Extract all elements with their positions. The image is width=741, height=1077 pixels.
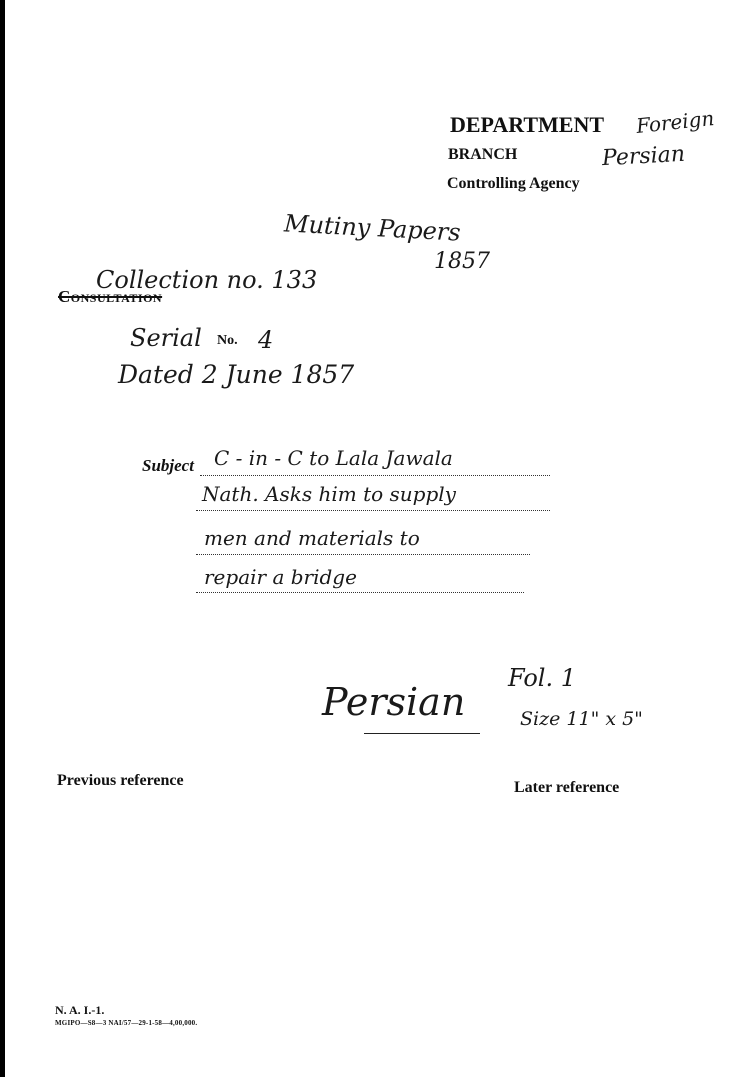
collection-number: Collection no. 133 xyxy=(96,266,318,294)
subject-rule-3 xyxy=(196,554,530,555)
language-underline xyxy=(364,733,480,734)
collection-year: 1857 xyxy=(434,249,490,274)
subject-rule-4 xyxy=(196,592,524,593)
previous-reference-label: Previous reference xyxy=(57,772,184,789)
scan-left-edge xyxy=(0,0,5,1077)
subject-line-4: repair a bridge xyxy=(204,565,357,589)
size-note: Size 11" x 5" xyxy=(520,708,643,730)
branch-label: BRANCH xyxy=(448,146,518,163)
subject-line-1: C - in - C to Lala Jawala xyxy=(214,446,453,470)
collection-title: Mutiny Papers xyxy=(283,209,462,247)
subject-label: Subject xyxy=(142,456,194,475)
branch-value: Persian xyxy=(601,141,686,172)
subject-line-3: men and materials to xyxy=(204,526,420,550)
department-value: Foreign xyxy=(634,105,716,139)
language-note: Persian xyxy=(322,680,466,724)
dated: Dated 2 June 1857 xyxy=(118,360,355,389)
subject-line-2: Nath. Asks him to supply xyxy=(202,482,456,506)
department-label: DEPARTMENT xyxy=(450,112,605,137)
form-code: N. A. I.-1. xyxy=(55,1003,105,1017)
subject-rule-1 xyxy=(200,475,550,476)
folio: Fol. 1 xyxy=(508,664,576,692)
serial-label: Serial xyxy=(130,324,202,352)
serial-no-label: No. xyxy=(217,333,238,348)
print-line: MGIPO—S8—3 NAI/57—29-1-58—4,00,000. xyxy=(55,1019,198,1027)
controlling-agency-label: Controlling Agency xyxy=(447,175,580,192)
later-reference-label: Later reference xyxy=(514,779,620,796)
subject-rule-2 xyxy=(196,510,550,511)
consultation-label: Consultation xyxy=(58,287,163,306)
serial-value: 4 xyxy=(258,326,274,354)
